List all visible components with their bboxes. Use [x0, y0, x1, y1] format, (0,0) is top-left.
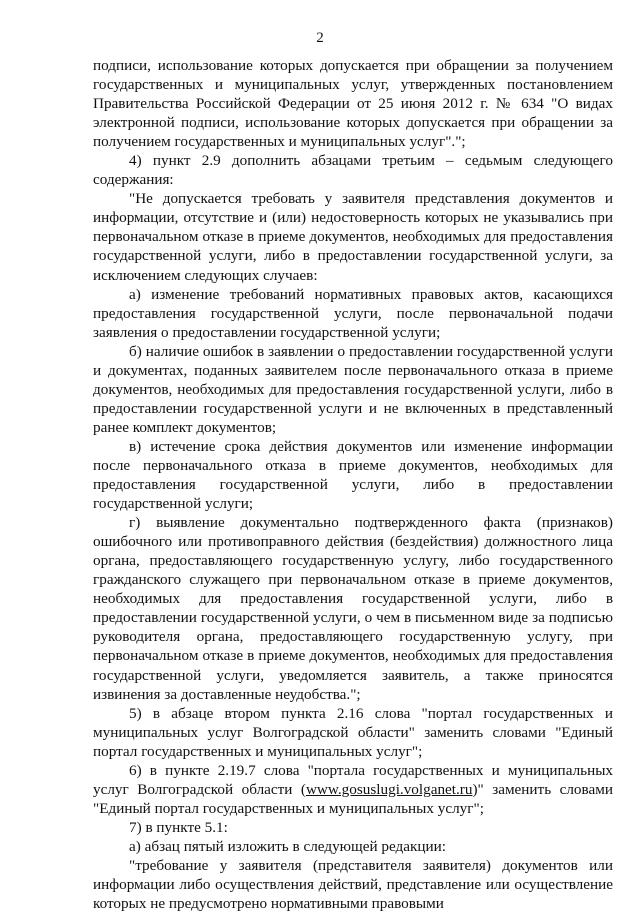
- paragraph-case-a: а) изменение требований нормативных правовых актов, касающихся предоставления государственной услуги, после первоначальной подачи заявления о предоставлении государственной услуги;: [93, 285, 613, 341]
- paragraph-quote-requirement: "требование у заявителя (представителя заявителя) документов или информации либо осуществления действий, представление или осуществление которых не предусмотрено нормативными правовыми: [93, 856, 613, 913]
- paragraph-case-b: б) наличие ошибок в заявлении о предоставлении государственной услуги и документах, поданных заявителем после первоначального отказа в приеме документов, необходимых для предоставления государственной услуги, либо в предоставлении государственной услуги и не включенных в представленный ранее комплект документов;: [93, 342, 613, 436]
- document-body: [93, 56, 613, 913]
- paragraph-continuation: подписи, использование которых допускается при обращении за получением государственных и муниципальных услуг, утвержденных постановлением Правительства Российской Федерации от 25 июня 2012 г. № 634 "О видах электронной подписи, использование которых допускается при обращении за получением государственных и муниципальных услуг".";: [93, 57, 613, 151]
- paragraph-case-v: в) истечение срока действия документов или изменение информации после первоначального отказа в приеме документов, необходимых для предоставления государственной услуги, либо в предоставлении государственной услуги;: [93, 437, 613, 513]
- paragraph-item-6: [93, 761, 613, 818]
- paragraph-quote-start: "Не допускается требовать у заявителя представления документов и информации, отсутствие и (или) недостоверность которых не указывались при первоначальном отказе в приеме документов, необходимых для предоставления государственной услуги, либо в предоставлении государственной услуги, за исключением следующих случаев:: [93, 190, 613, 284]
- gosuslugi-link[interactable]: www.gosuslugi.volganet.ru: [305, 780, 473, 798]
- paragraph-item-6-post: )" заменить словами "Единый портал государственных и муниципальных услуг";: [93, 780, 613, 817]
- paragraph-case-g: г) выявление документально подтвержденного факта (признаков) ошибочного или противоправного действия (бездействия) должностного лица органа, предоставляющего государственную услугу, либо государственного гражданского служащего при первоначальном отказе в приеме документов, необходимых для предоставления государственной услуги, либо в предоставлении государственной услуги, о чем в письменном виде за подписью руководителя органа, предоставляющего государственную услугу, при первоначальном отказе в приеме документов, необходимых для предоставления государственной услуги, уведомляется заявитель, а также приносятся извинения за доставленные неудобства.";: [93, 514, 613, 703]
- paragraph-item-4: 4) пункт 2.9 дополнить абзацами третьим – седьмым следующего содержания:: [93, 152, 613, 189]
- page-number: 2: [316, 30, 324, 46]
- paragraph-item-7: 7) в пункте 5.1:: [129, 818, 228, 836]
- paragraph-item-5: 5) в абзаце втором пункта 2.16 слова "портал государственных и муниципальных услуг Волгоградской области" заменить словами "Единый портал государственных и муниципальных услуг";: [93, 704, 613, 760]
- paragraph-sub-a: а) абзац пятый изложить в следующей редакции:: [129, 837, 446, 855]
- paragraph-item-6-pre: 6) в пункте 2.19.7 слова "портала государственных и муниципальных услуг Волгоградской области (: [93, 761, 613, 798]
